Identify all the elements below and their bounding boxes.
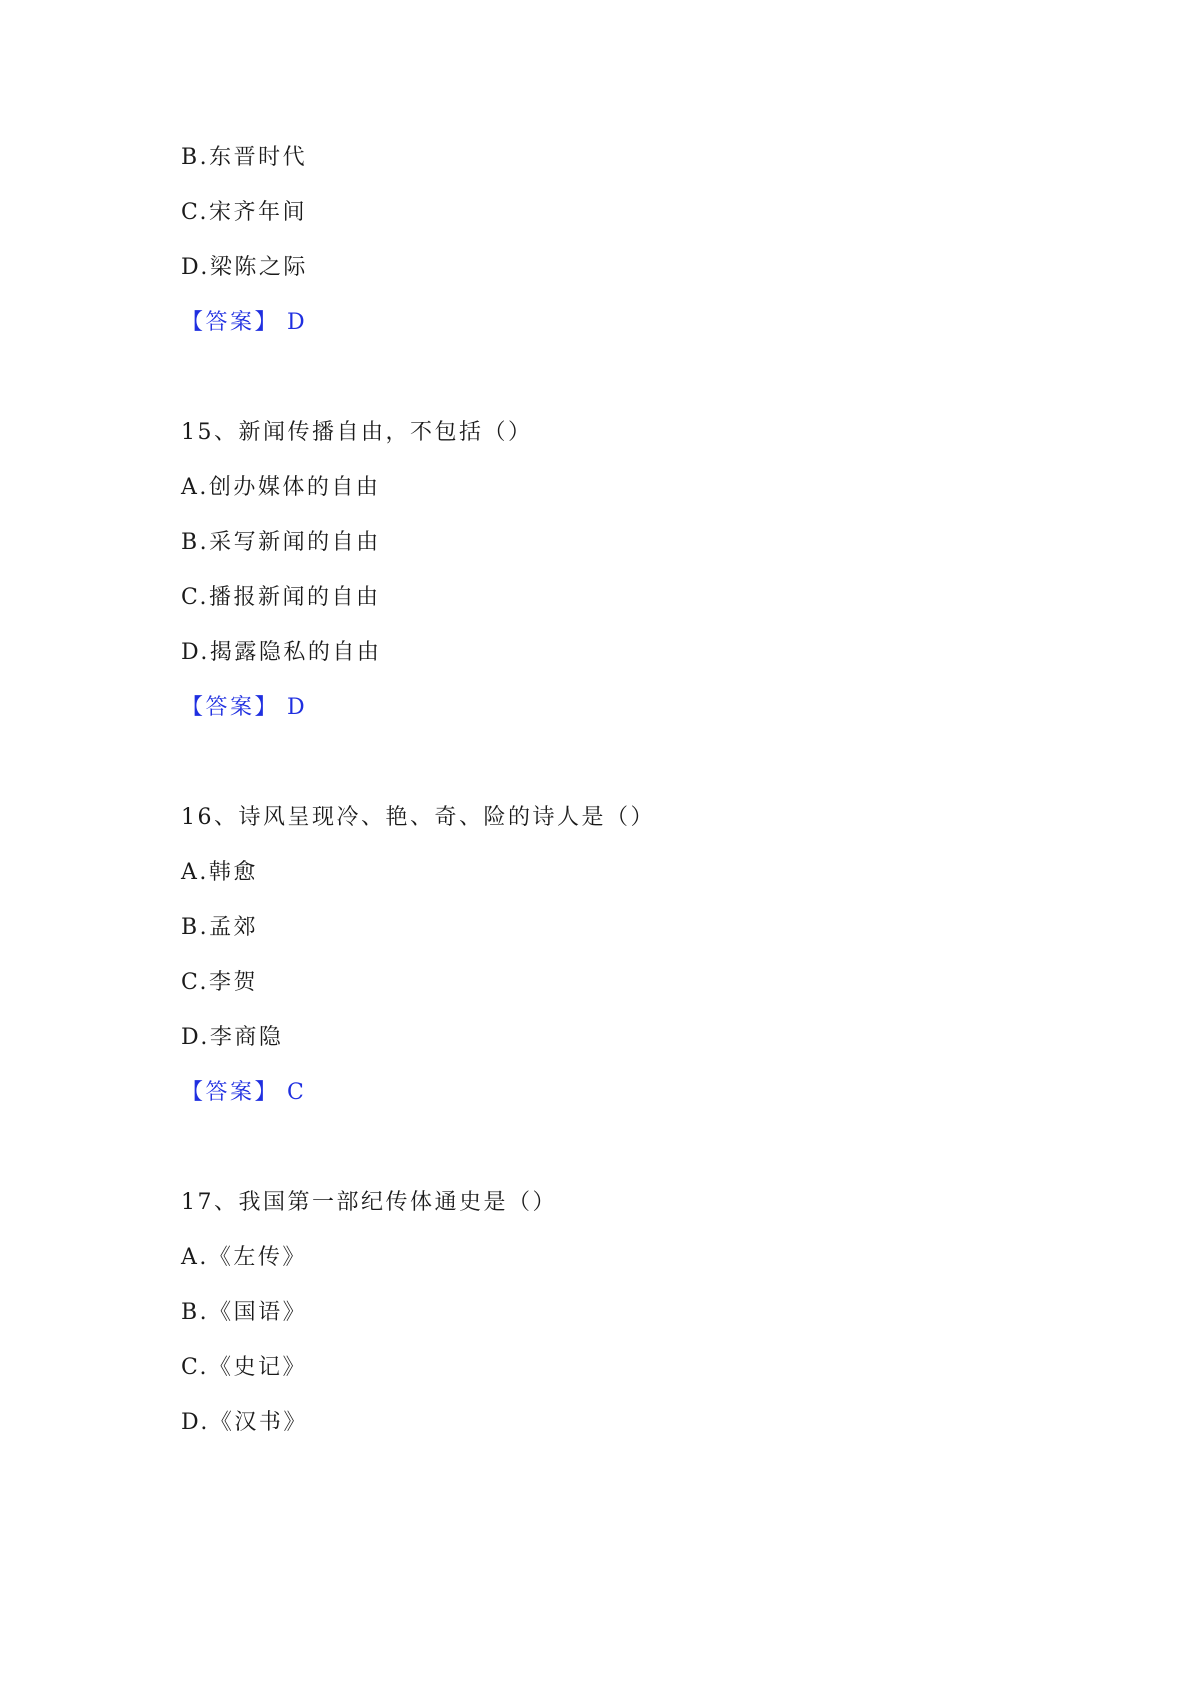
answer-line <box>181 693 307 723</box>
option-b: B.孟郊 <box>181 915 259 940</box>
question-15: 15、新闻传播自由，不包括（） <box>181 420 533 445</box>
answer-line <box>181 308 307 338</box>
answer-label: 【答案】 <box>181 1080 280 1105</box>
option-c: C.《史记》 <box>181 1355 308 1380</box>
option-d: D.《汉书》 <box>181 1410 308 1435</box>
option-b: B.东晋时代 <box>181 145 308 170</box>
option-d: D.李商隐 <box>181 1025 284 1050</box>
question-17: 17、我国第一部纪传体通史是（） <box>181 1190 557 1215</box>
answer-value: D <box>287 695 308 720</box>
answer-value: D <box>287 310 308 335</box>
answer-label: 【答案】 <box>181 310 280 335</box>
option-b: B.采写新闻的自由 <box>181 530 381 555</box>
answer-label: 【答案】 <box>181 695 280 720</box>
option-a: A.《左传》 <box>181 1245 307 1270</box>
answer-line <box>181 1078 306 1108</box>
option-c: C.李贺 <box>181 970 259 995</box>
option-c: C.宋齐年间 <box>181 200 308 225</box>
question-16: 16、诗风呈现冷、艳、奇、险的诗人是（） <box>181 805 655 830</box>
option-b: B.《国语》 <box>181 1300 308 1325</box>
option-d: D.揭露隐私的自由 <box>181 640 382 665</box>
option-a: A.韩愈 <box>181 860 258 885</box>
answer-value: C <box>287 1080 307 1105</box>
option-d: D.梁陈之际 <box>181 255 308 280</box>
option-c: C.播报新闻的自由 <box>181 585 381 610</box>
option-a: A.创办媒体的自由 <box>181 475 381 500</box>
